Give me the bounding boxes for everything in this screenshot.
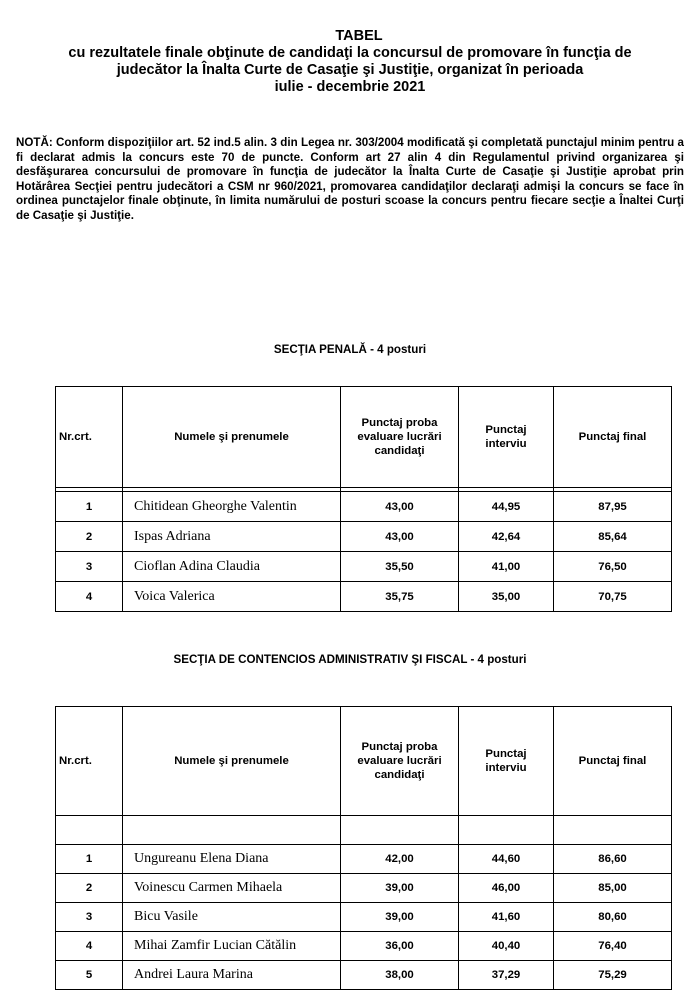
cell-final: 80,60 xyxy=(554,903,672,932)
cell-name: Voica Valerica xyxy=(123,582,341,612)
header-interviu-line: interviu xyxy=(485,438,527,450)
table-row xyxy=(56,522,672,552)
header-nr: Nr.crt. xyxy=(56,387,123,488)
cell-proba: 35,50 xyxy=(341,552,459,582)
cell-proba: 38,00 xyxy=(341,961,459,990)
title-line: cu rezultatele finale obţinute de candidaţi la concursul de promovare în funcţia de xyxy=(68,45,632,61)
cell-name: Bicu Vasile xyxy=(123,903,341,932)
header-final: Punctaj final xyxy=(554,707,672,816)
cell-final: 85,00 xyxy=(554,874,672,903)
cell-final: 87,95 xyxy=(554,492,672,522)
table-row xyxy=(56,552,672,582)
header-proba xyxy=(341,707,459,816)
title-line: iulie - decembrie 2021 xyxy=(274,79,426,95)
cell-nr: 4 xyxy=(56,582,123,612)
header-interviu xyxy=(459,707,554,816)
table-row xyxy=(56,845,672,874)
header-proba-line: evaluare lucrări xyxy=(357,755,442,767)
header-interviu-line: Punctaj xyxy=(485,424,527,436)
table-header-row xyxy=(56,387,672,488)
table-row xyxy=(56,961,672,990)
note-paragraph: NOTĂ: Conform dispoziţiilor art. 52 ind.5 alin. 3 din Legea nr. 303/2004 modificată şi completată punctajul minim pentru a fi declarat admis la concurs este 70 de puncte. Conform art 27 alin 4 din Regulamentul privind organizarea şi desfăşurarea concursului de promovare în funcţia de judecător la Înalta Curte de Casaţie şi Justiţie aprobat prin Hotărârea Secţiei pentru judecători a CSM nr 960/2021, promovarea candidaţilor declaraţi admişi la concurs se face în ordinea punctajelor finale obţinute, în limita numărului de posturi scoase la concurs pentru fiecare secţie a Înaltei Curţi de Casaţie şi Justiţie. xyxy=(16,136,684,222)
header-proba-line: Punctaj proba xyxy=(361,417,438,429)
table-header-row xyxy=(56,707,672,816)
document-title xyxy=(0,28,700,96)
cell-proba: 43,00 xyxy=(341,522,459,552)
cell-final: 86,60 xyxy=(554,845,672,874)
table-spacer-row xyxy=(56,816,672,845)
title-line: TABEL xyxy=(335,28,383,44)
cell-nr: 3 xyxy=(56,903,123,932)
results-table-penala xyxy=(55,386,672,612)
cell-proba: 42,00 xyxy=(341,845,459,874)
cell-name: Cioflan Adina Claudia xyxy=(123,552,341,582)
table-row xyxy=(56,492,672,522)
table-row xyxy=(56,932,672,961)
cell-interviu: 46,00 xyxy=(459,874,554,903)
cell-name: Voinescu Carmen Mihaela xyxy=(123,874,341,903)
cell-proba: 36,00 xyxy=(341,932,459,961)
header-proba-line: candidaţi xyxy=(374,445,425,457)
cell-nr: 3 xyxy=(56,552,123,582)
cell-proba: 43,00 xyxy=(341,492,459,522)
header-name: Numele şi prenumele xyxy=(123,707,341,816)
cell-interviu: 41,00 xyxy=(459,552,554,582)
cell-nr: 4 xyxy=(56,932,123,961)
results-table-contencios xyxy=(55,706,672,990)
cell-interviu: 44,95 xyxy=(459,492,554,522)
cell-interviu: 41,60 xyxy=(459,903,554,932)
cell-interviu: 40,40 xyxy=(459,932,554,961)
title-line: judecător la Înalta Curte de Casaţie şi Justiţie, organizat în perioada xyxy=(116,62,584,78)
header-proba xyxy=(341,387,459,488)
cell-proba: 39,00 xyxy=(341,874,459,903)
cell-name: Ispas Adriana xyxy=(123,522,341,552)
section-heading-contencios: SECŢIA DE CONTENCIOS ADMINISTRATIV ŞI FISCAL - 4 posturi xyxy=(173,653,527,666)
cell-final: 76,50 xyxy=(554,552,672,582)
header-nr: Nr.crt. xyxy=(56,707,123,816)
header-proba-line: Punctaj proba xyxy=(361,741,438,753)
cell-interviu: 37,29 xyxy=(459,961,554,990)
section-heading-penala: SECŢIA PENALĂ - 4 posturi xyxy=(273,343,427,356)
cell-proba: 35,75 xyxy=(341,582,459,612)
cell-final: 70,75 xyxy=(554,582,672,612)
cell-final: 75,29 xyxy=(554,961,672,990)
cell-name: Ungureanu Elena Diana xyxy=(123,845,341,874)
header-proba-line: evaluare lucrări xyxy=(357,431,442,443)
cell-nr: 5 xyxy=(56,961,123,990)
table-row xyxy=(56,874,672,903)
cell-final: 85,64 xyxy=(554,522,672,552)
header-interviu-line: interviu xyxy=(485,762,527,774)
cell-interviu: 44,60 xyxy=(459,845,554,874)
table-row xyxy=(56,903,672,932)
cell-nr: 1 xyxy=(56,492,123,522)
cell-name: Mihai Zamfir Lucian Cătălin xyxy=(123,932,341,961)
cell-interviu: 35,00 xyxy=(459,582,554,612)
cell-nr: 2 xyxy=(56,522,123,552)
cell-name: Chitidean Gheorghe Valentin xyxy=(123,492,341,522)
cell-proba: 39,00 xyxy=(341,903,459,932)
cell-name: Andrei Laura Marina xyxy=(123,961,341,990)
cell-final: 76,40 xyxy=(554,932,672,961)
header-final: Punctaj final xyxy=(554,387,672,488)
table-row xyxy=(56,582,672,612)
header-interviu-line: Punctaj xyxy=(485,748,527,760)
cell-nr: 1 xyxy=(56,845,123,874)
header-interviu xyxy=(459,387,554,488)
cell-interviu: 42,64 xyxy=(459,522,554,552)
cell-nr: 2 xyxy=(56,874,123,903)
header-name: Numele şi prenumele xyxy=(123,387,341,488)
header-proba-line: candidaţi xyxy=(374,769,425,781)
